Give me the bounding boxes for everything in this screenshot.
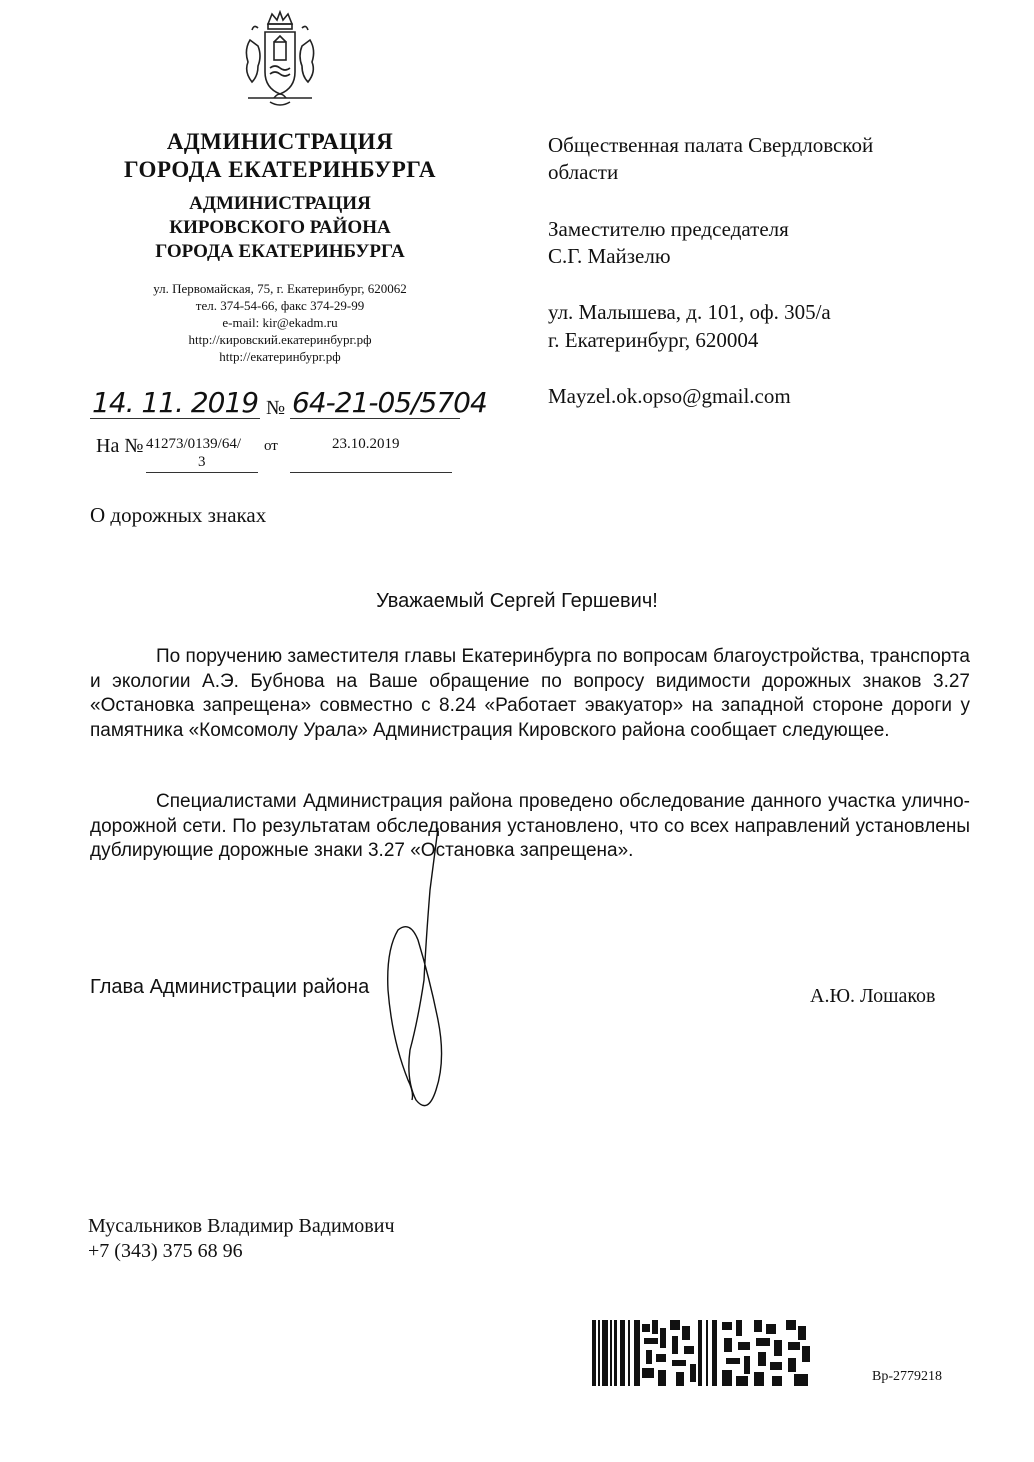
- recipient-org-line2: области: [548, 160, 619, 184]
- org-main-line1: АДМИНИСТРАЦИЯ: [166, 129, 394, 154]
- executor-name: Мусальников Владимир Вадимович: [88, 1215, 395, 1237]
- registration-date: 14. 11. 2019: [92, 386, 259, 419]
- reference-from-label: от: [264, 438, 278, 454]
- recipient-address-line1: ул. Малышева, д. 101, оф. 305/а: [548, 300, 831, 324]
- recipient-address-line2: г. Екатеринбург, 620004: [548, 328, 759, 352]
- registration-number-label: №: [266, 397, 286, 419]
- org-sub-line1: АДМИНИСТРАЦИЯ: [189, 193, 371, 214]
- signature-position: Глава Администрации района: [90, 976, 370, 998]
- recipient-email: Mayzel.ok.opso@gmail.com: [548, 384, 791, 408]
- org-email: e-mail: kir@ekadm.ru: [222, 315, 338, 330]
- org-site-1: http://кировский.екатеринбург.рф: [188, 332, 372, 347]
- number-underline: [290, 418, 460, 419]
- reference-number-underline: [146, 472, 258, 473]
- org-sub-line3: ГОРОДА ЕКАТЕРИНБУРГА: [155, 241, 405, 262]
- coat-of-arms-icon: [230, 10, 330, 110]
- registration-number: 64-21-05/5704: [292, 386, 487, 419]
- org-main-line2: ГОРОДА ЕКАТЕРИНБУРГА: [124, 157, 436, 182]
- reference-date: 23.10.2019: [332, 436, 400, 452]
- reference-number-suffix: 3: [198, 454, 206, 470]
- recipient-name: С.Г. Майзелю: [548, 244, 671, 268]
- body-paragraph-2: Специалистами Администрация района проведено обследование данного участка улично-дорожной сети. По результатам обследования установлено, что со всех направлений установлены дублирующие дорожные знаки 3.27 «Остановка запрещена».: [90, 791, 970, 861]
- reference-date-underline: [290, 472, 452, 473]
- handwritten-signature: [368, 820, 478, 1120]
- reference-label: На №: [96, 435, 144, 457]
- date-underline: [90, 418, 260, 419]
- signature-name: А.Ю. Лошаков: [810, 985, 936, 1007]
- salutation: Уважаемый Сергей Гершевич!: [376, 590, 658, 612]
- org-sub-line2: КИРОВСКОГО РАЙОНА: [169, 217, 391, 238]
- body-paragraph-1: По поручению заместителя главы Екатеринбурга по вопросам благоустройства, транспорта и экологии А.Э. Бубнова на Ваше обращение по вопросу видимости дорожных знаков 3.27 «Остановка запрещена» совместно с 8.24 «Работает эвакуатор» на западной стороне дороги у памятника «Комсомолу Урала» Администрация Кировского района сообщает следующее.: [90, 646, 970, 741]
- executor-phone: +7 (343) 375 68 96: [88, 1240, 243, 1262]
- document-code: Вр-2779218: [872, 1369, 942, 1384]
- barcode-icon: [592, 1320, 812, 1386]
- recipient-org-line1: Общественная палата Свердловской: [548, 133, 874, 157]
- letter-subject: О дорожных знаках: [90, 503, 267, 527]
- org-address: ул. Первомайская, 75, г. Екатеринбург, 620062: [153, 281, 407, 296]
- org-phone: тел. 374-54-66, факс 374-29-99: [195, 298, 365, 313]
- reference-number: 41273/0139/64/: [146, 436, 242, 452]
- recipient-position: Заместителю председателя: [548, 217, 789, 241]
- org-site-2: http://екатеринбург.рф: [219, 349, 341, 364]
